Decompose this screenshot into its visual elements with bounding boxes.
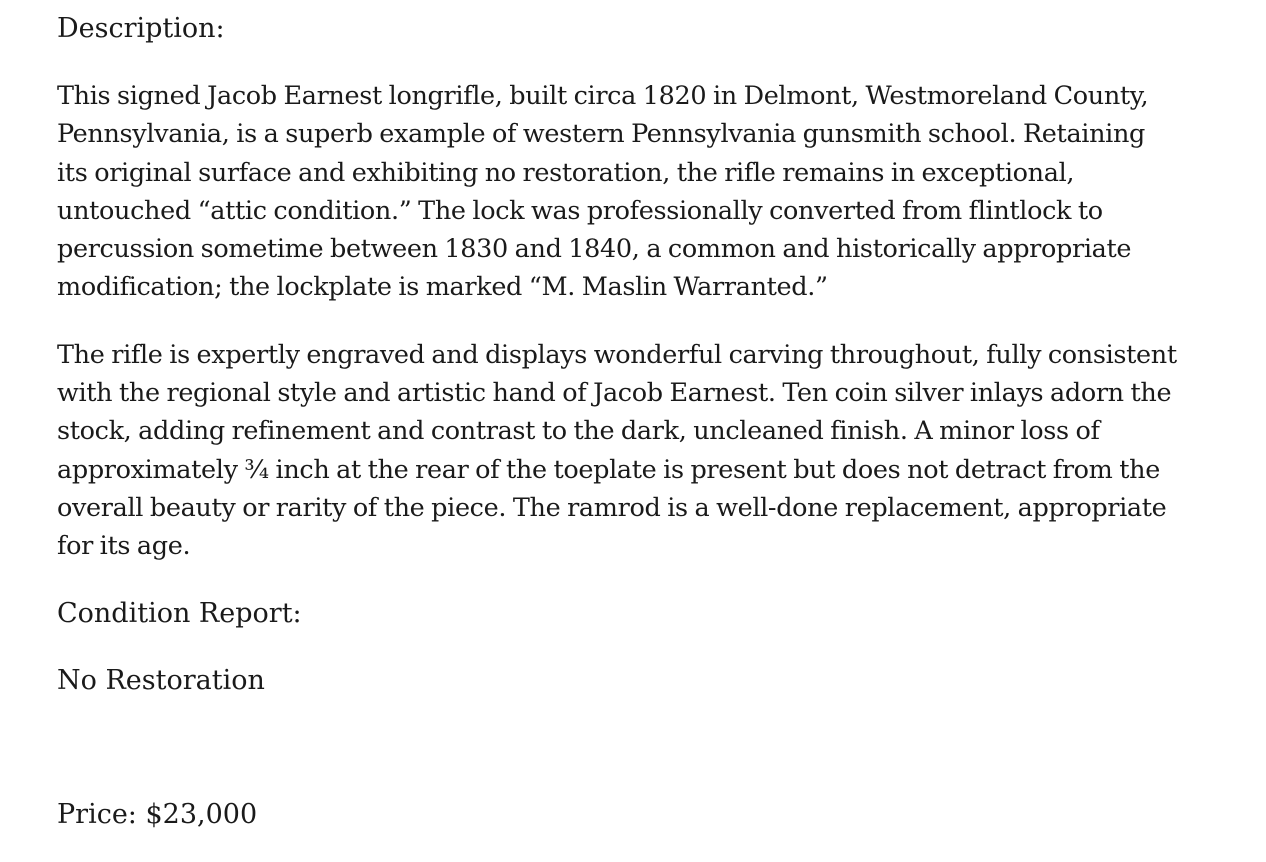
listing-content bbox=[57, 10, 1177, 834]
condition-value: No Restoration bbox=[57, 664, 265, 696]
condition-heading: Condition Report: bbox=[57, 597, 302, 629]
description-paragraph-2: The rifle is expertly engraved and displays wonderful carving throughout, fully consistent with the regional style and artistic hand of Jacob Earnest. Ten coin silver inlays adorn the stock, adding refinement and contrast to the dark, uncleaned finish. A minor loss of approximately ¾ inch at the rear of the toeplate is present but does not detract from the overall beauty or rarity of the piece. The ramrod is a well-done replacement, appropriate for its age. bbox=[57, 339, 1177, 562]
description-paragraph-1: This signed Jacob Earnest longrifle, built circa 1820 in Delmont, Westmoreland County, Pennsylvania, is a superb example of western Pennsylvania gunsmith school. Retaining its original surface and exhibiting no restoration, the rifle remains in exceptional, untouched “attic condition.” The lock was professionally converted from flintlock to percussion sometime between 1830 and 1840, a common and historically appropriate modification; the lockplate is marked “M. Maslin Warranted.” bbox=[57, 81, 1149, 303]
description-heading: Description: bbox=[57, 13, 225, 44]
price-label: Price: $23,000 bbox=[57, 798, 258, 830]
